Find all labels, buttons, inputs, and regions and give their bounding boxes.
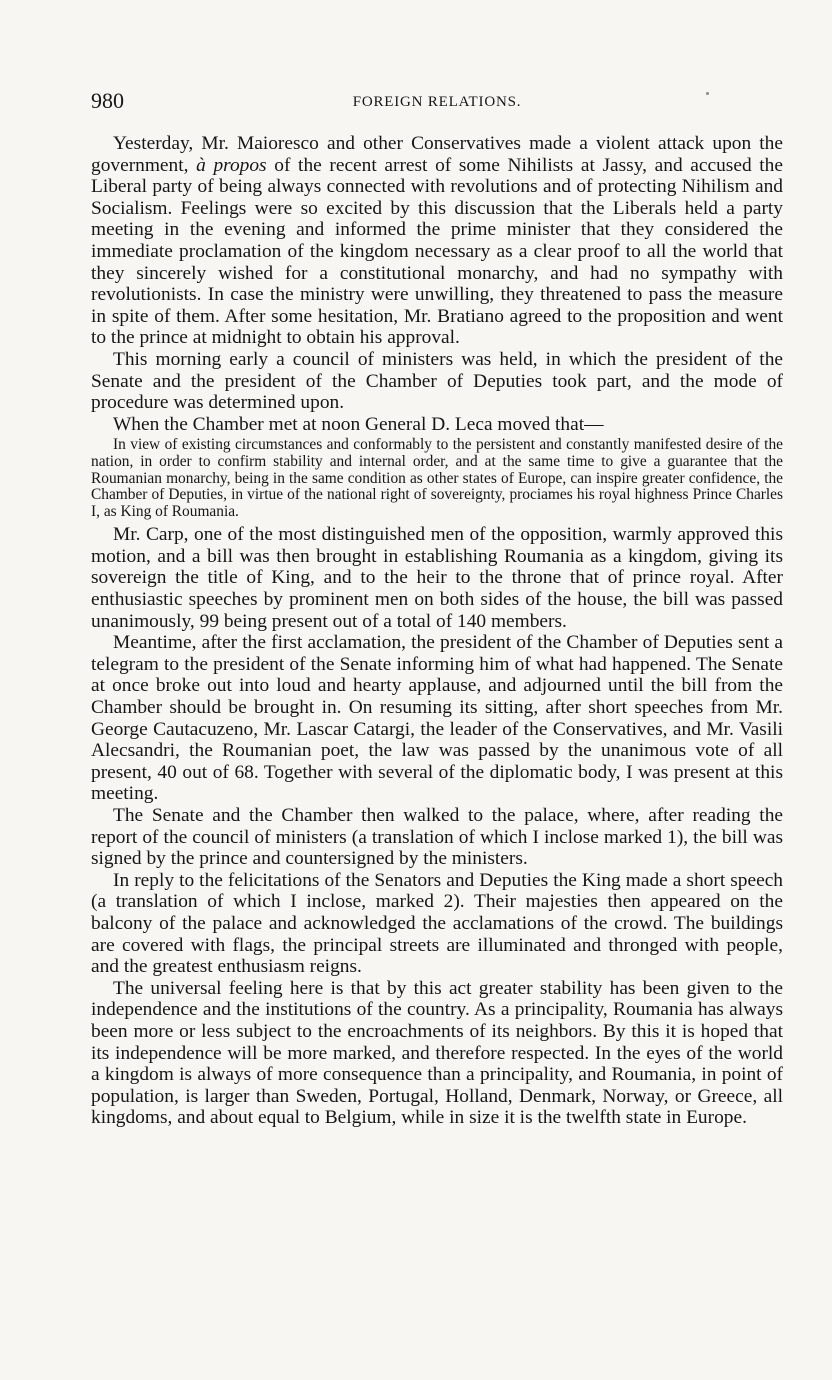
paragraph-text: of the recent arrest of some Nihilists at Jassy, and accused the Liberal party of being always connected with revolutions and of protecting Nihilism and Socialism. Feelings were so excited by this discussion that the Liberals held a party meeting in the evening and informed the prime minister that they considered the immediate proclamation of the kingdom necessary as a clear proof to all the world that they sincerely wished for a constitutional monarchy, and had no sympathy with revolutionists. In case the ministry were unwilling, they threatened to pass the measure in spite of them. After some hesitation, Mr. Bratiano agreed to the proposition and went to the prince at midnight to obtain his approval. [91,154,783,349]
paragraph-universal-feeling: The universal feeling here is that by this act greater stability has been given to the independence and the institutions of the country. As a principality, Roumania has always been more or less subject to the encroachments of its neighbors. By this it is hoped that its independence will be more marked, and therefore respected. In the eyes of the world a kingdom is always of more consequence than a principality, and Roumania, in point of population, is larger than Sweden, Portugal, Holland, Denmark, Norway, or Greece, all kingdoms, and about equal to Belgium, while in size it is the twelfth state in Europe. [91,977,783,1129]
paragraph-text: Yesterday, Mr. Maioresco and other Conservatives made a violent attack upon the government, [91,133,783,176]
paragraph-carp-approval: Mr. Carp, one of the most distinguished men of the opposition, warmly approved this motion, and a bill was then brought in establishing Roumania as a kingdom, giving its sovereign the title of King, and to the heir to the throne that of prince royal. After enthusiastic speeches by prominent men on both sides of the house, the bill was passed unanimously, 99 being present out of a total of 140 members. [91,524,783,632]
paragraph-senate-vote: Meantime, after the first acclamation, the president of the Chamber of Deputies sent a telegram to the president of the Senate informing him of what had happened. The Senate at once broke out into loud and hearty applause, and adjourned until the bill from the Chamber should be brought in. On resuming its sitting, after short speeches from Mr. George Cautacuzeno, Mr. Lascar Catargi, the leader of the Conservatives, and Mr. Vasili Alecsandri, the Roumanian poet, the law was passed by the unanimous vote of all present, 40 out of 68. Together with several of the diplomatic body, I was present at this meeting. [91,632,783,805]
quoted-motion: In view of existing circumstances and conformably to the persistent and constantly manifested desire of the nation, in order to confirm stability and internal order, and at the same time to give a guarantee that the Roumanian monarchy, being in the same condition as other states of Europe, can inspire greater confidence, the Chamber of Deputies, in virtue of the national right of sovereignty, prociames his royal highness Prince Charles I, as King of Roumania. [91,436,783,520]
body-text [91,133,783,1129]
paragraph-leca-motion: When the Chamber met at noon General D. Leca moved that— [113,413,604,435]
running-title: FOREIGN RELATIONS. [352,94,522,110]
paragraph-council-of-ministers: This morning early a council of ministers was held, in which the president of the Senate and the president of the Chamber of Deputies took part, and the mode of procedure was determined upon. [91,348,783,414]
italic-phrase: à propos [196,154,267,176]
paragraph-king-speech: In reply to the felicitations of the Senators and Deputies the King made a short speech (a translation of which I inclose, marked 2). Their majesties then appeared on the balcony of the palace and acknowledged the acclamations of the crowd. The buildings are covered with flags, the principal streets are illuminated and thronged with people, and the greatest enthusiasm reigns. [91,869,783,978]
paragraph-palace-signing: The Senate and the Chamber then walked to the palace, where, after reading the report of the council of ministers (a translation of which I inclose marked 1), the bill was signed by the prince and countersigned by the ministers. [91,805,783,870]
page-header [91,86,783,116]
document-page [91,86,783,1129]
page-number: 980 [91,88,124,113]
paragraph-conservatives-attack [91,133,783,349]
